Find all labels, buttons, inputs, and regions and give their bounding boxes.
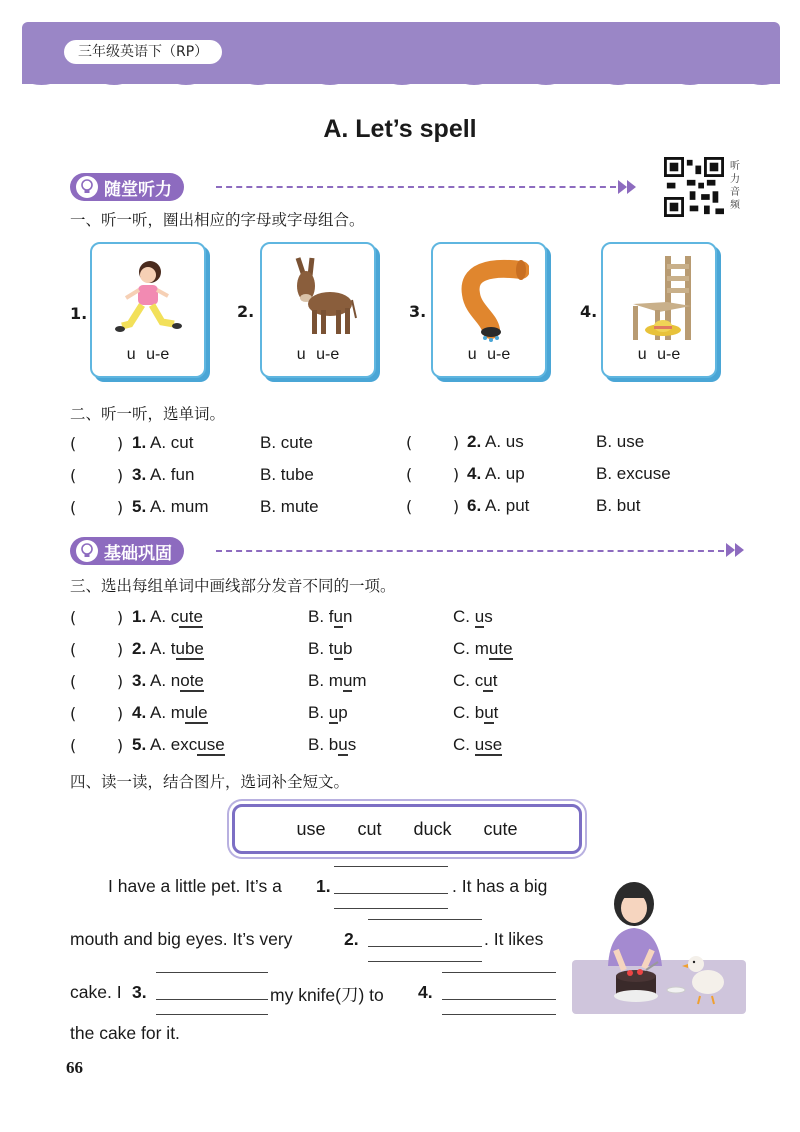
word-bank-item: use	[296, 818, 326, 839]
q3-option-a: 5. A. excuse	[132, 735, 225, 754]
chair-hat-icon	[619, 252, 699, 344]
pic-number: 1.	[70, 304, 88, 323]
blank-guide	[442, 1014, 556, 1015]
answer-blank-2[interactable]	[368, 946, 482, 947]
q3-option-b: B. bus	[308, 735, 357, 754]
answer-paren[interactable]: ( )	[406, 465, 460, 484]
q3-option-c: C. mute	[453, 639, 513, 658]
passage-line-3a: cake. I	[70, 982, 122, 1002]
lightbulb-icon	[76, 540, 98, 562]
mule-icon	[278, 252, 358, 344]
blank-guide	[368, 919, 482, 920]
q3-option-c: C. but	[453, 703, 499, 722]
answer-paren[interactable]: ( )	[70, 704, 124, 723]
passage-line-2a: mouth and big eyes. It’s very	[70, 929, 293, 949]
q3-option-c: C. cut	[453, 671, 498, 690]
word-bank-item: cute	[483, 818, 518, 839]
blank-number: 3.	[132, 982, 147, 1002]
q2-instruction: 二、听一听，选单词。	[70, 405, 226, 423]
blank-number: 2.	[344, 929, 359, 949]
arrow-icon	[618, 180, 627, 194]
answer-blank-4[interactable]	[442, 999, 556, 1000]
q3-option-a: 4. A. mule	[132, 703, 208, 722]
picture-card-1[interactable]	[90, 242, 206, 378]
tube-icon	[449, 252, 529, 344]
q4-instruction: 四、读一读，结合图片，选词补全短文。	[70, 773, 350, 791]
passage-line-1b: . It has a big	[452, 876, 548, 896]
arrow-icon	[627, 180, 636, 194]
page-number: 66	[66, 1058, 83, 1077]
word-bank-item: duck	[413, 818, 452, 839]
answer-paren[interactable]: ( )	[406, 433, 460, 452]
answer-paren[interactable]: ( )	[70, 434, 124, 453]
section-pill	[70, 537, 184, 565]
q2-item: 3. A. fun	[132, 465, 195, 484]
picture-card-2[interactable]	[260, 242, 376, 378]
q2-option-b: B. but	[596, 496, 641, 515]
pic-number: 2.	[237, 302, 255, 321]
passage-line-1a: I have a little pet. It’s a	[108, 876, 282, 896]
blank-guide	[334, 866, 448, 867]
arrow-icon	[726, 543, 735, 557]
passage-line-3b: my knife(刀) to	[270, 985, 384, 1005]
answer-paren[interactable]: ( )	[70, 498, 124, 517]
blank-number: 1.	[316, 876, 331, 896]
q2-option-b: B. excuse	[596, 464, 671, 483]
picture-card-3[interactable]	[431, 242, 547, 378]
q2-item: 4. A. up	[467, 464, 525, 483]
answer-paren[interactable]: ( )	[406, 497, 460, 516]
blank-guide	[156, 972, 268, 973]
q2-item: 5. A. mum	[132, 497, 209, 516]
arrow-icon	[735, 543, 744, 557]
girl-cake-duck-illustration	[572, 878, 746, 1014]
q3-option-a: 2. A. tube	[132, 639, 204, 658]
answer-paren[interactable]: ( )	[70, 736, 124, 755]
q3-option-c: C. us	[453, 607, 493, 626]
word-bank-item: cut	[357, 818, 382, 839]
section-header-basics	[70, 536, 184, 566]
q3-option-b: B. mum	[308, 671, 367, 690]
answer-blank-1[interactable]	[334, 893, 448, 894]
header-wave	[22, 66, 780, 92]
q2-option-b: B. tube	[260, 465, 314, 484]
pic-options: u u-e	[637, 346, 681, 363]
section-title: 基础巩固	[104, 543, 172, 564]
section-title: 随堂听力	[104, 179, 172, 200]
answer-paren[interactable]: ( )	[70, 672, 124, 691]
q2-item: 2. A. us	[467, 432, 524, 451]
q2-item: 6. A. put	[467, 496, 530, 515]
word-bank	[232, 804, 582, 854]
qr-code-icon[interactable]	[664, 157, 724, 217]
pic-number: 3.	[409, 302, 427, 321]
passage-line-4: the cake for it.	[70, 1023, 180, 1043]
blank-guide	[442, 972, 556, 973]
answer-paren[interactable]: ( )	[70, 466, 124, 485]
answer-paren[interactable]: ( )	[70, 640, 124, 659]
pic-options: u u-e	[126, 346, 170, 363]
blank-guide	[334, 908, 448, 909]
page-title: A. Let’s spell	[323, 115, 477, 143]
section-header-listening	[70, 172, 184, 202]
q3-option-b: B. up	[308, 703, 348, 722]
answer-paren[interactable]: ( )	[70, 608, 124, 627]
q3-option-a: 1. A. cute	[132, 607, 203, 626]
blank-number: 4.	[418, 982, 433, 1002]
qr-note: 听力音频	[730, 161, 740, 211]
pic-number: 4.	[580, 302, 598, 321]
q2-option-b: B. mute	[260, 497, 319, 516]
dashed-divider	[216, 550, 724, 552]
picture-card-4[interactable]	[601, 242, 717, 378]
section-pill	[70, 173, 184, 201]
answer-blank-3[interactable]	[156, 999, 268, 1000]
dashed-divider	[216, 186, 616, 188]
book-tag: 三年级英语下（RP）	[64, 40, 222, 64]
q2-option-b: B. use	[596, 432, 645, 451]
q1-instruction: 一、听一听，圈出相应的字母或字母组合。	[70, 211, 365, 229]
q2-item: 1. A. cut	[132, 433, 194, 452]
q3-instruction: 三、选出每组单词中画线部分发音不同的一项。	[70, 577, 396, 595]
q2-option-b: B. cute	[260, 433, 313, 452]
q3-option-a: 3. A. note	[132, 671, 204, 690]
blank-guide	[368, 961, 482, 962]
lightbulb-icon	[76, 176, 98, 198]
q3-option-b: B. fun	[308, 607, 353, 626]
q3-option-c: C. use	[453, 735, 503, 754]
pic-options: u u-e	[296, 346, 340, 363]
blank-guide	[156, 1014, 268, 1015]
q3-option-b: B. tub	[308, 639, 353, 658]
pic-options: u u-e	[467, 346, 511, 363]
passage-line-2b: . It likes	[484, 929, 544, 949]
running-girl-icon	[108, 252, 188, 344]
